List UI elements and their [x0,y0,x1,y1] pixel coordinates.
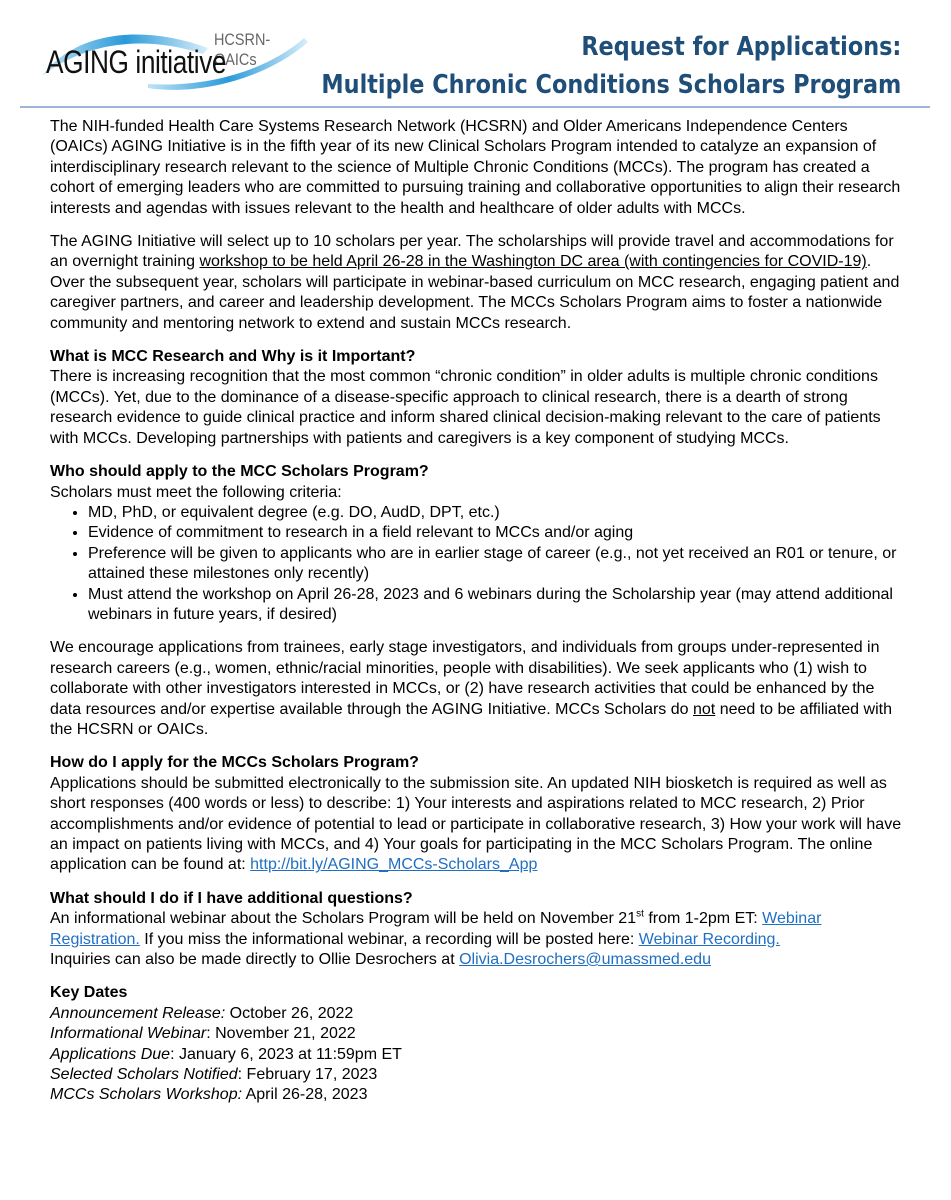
key-date-item [50,1024,906,1044]
heading-what-is-mcc: What is MCC Research and Why is it Important? [50,348,416,366]
heading-who-should-apply: Who should apply to the MCC Scholars Program? [50,463,429,481]
email-link[interactable]: Olivia.Desrochers@umassmed.edu [459,951,711,969]
heading-key-dates: Key Dates [50,984,128,1002]
application-link[interactable]: http://bit.ly/AGING_MCCs-Scholars_App [250,856,538,874]
text: If you miss the informational webinar, a recording will be posted here: [139,930,639,948]
page-title [321,28,901,104]
key-date-item [50,1045,906,1065]
text: We encourage applications from trainees, early stage investigators, and individuals from groups under-represented in research careers (e.g., women, ethnic/racial minorities, people with disabilities). We seek applicants who (1) wish to collaborate with other investigators interested in MCCs, or (2) have research activities that could be enhanced by the data resources and/or expertise available through the AGING Initiative. MCCs Scholars do [50,639,880,718]
text: An informational webinar about the Scholars Program will be held on November 21 [50,910,637,928]
encourage-paragraph [50,638,906,740]
key-dates-list [50,1004,906,1106]
superscript: st [636,908,644,920]
heading-questions: What should I do if I have additional questions? [50,889,413,907]
date-value: : November 21, 2022 [206,1025,356,1043]
list-item: • MD, PhD, or equivalent degree (e.g. DO, AudD, DPT, etc.) [88,503,906,523]
text: . Over the subsequent year, scholars will participate in webinar-based curriculum on MCC research, engaging patient and caregiver partners, and career and leadership development. The MCCs Scholars Program aims to foster a nationwide community and mentoring network to extend and sustain MCCs research. [50,253,900,332]
list-item: • Evidence of commitment to research in a field relevant to MCCs and/or aging [88,523,906,543]
text: Applications should be submitted electronically to the submission site. An updated NIH biosketch is required as well as short responses (400 words or less) to describe: 1) Your interests and aspirations related to MCC research, 2) Prior accomplishments and/or evidence of potential to lead or participate in collaborative research, 3) How your work will have an impact on patients living with MCCs, and 4) Your goals for participating in the MCC Scholars Program. The online application can be found at: [50,774,902,874]
how-to-apply-body [50,774,906,876]
text: Inquiries can also be made directly to Ollie Desrochers at [50,951,460,969]
date-value: : February 17, 2023 [237,1066,378,1084]
date-label: Applications Due [50,1045,171,1063]
date-label: Informational Webinar [50,1025,207,1043]
key-date-item [50,1085,906,1105]
webinar-registration-link[interactable]: Webinar Registration. [50,910,822,948]
date-value: April 26-28, 2023 [242,1086,368,1104]
header-divider [20,106,930,108]
date-value: : January 6, 2023 at 11:59pm ET [170,1045,402,1063]
date-value: October 26, 2022 [225,1004,354,1022]
criteria-list [50,503,906,625]
aging-initiative-logo [38,18,318,98]
document-body [50,117,906,1106]
key-date-item [50,1065,906,1085]
date-label: MCCs Scholars Workshop: [50,1086,243,1104]
text: need to be affiliated with the HCSRN or OAICs. [50,700,892,738]
workshop-underlined: workshop to be held April 26-28 in the Washington DC area (with contingencies for COVID-19) [199,253,867,271]
heading-how-to-apply: How do I apply for the MCCs Scholars Program? [50,754,419,772]
text: from 1-2pm ET: [643,910,763,928]
title-line-1: Request for Applications: [580,32,901,62]
list-item: • Preference will be given to applicants who are in earlier stage of career (e.g., not yet received an R01 or tenure, or attained these milestones only recently) [88,544,906,585]
intro-paragraph-1: The NIH-funded Health Care Systems Research Network (HCSRN) and Older Americans Independence Centers (OAICs) AGING Initiative is in the fifth year of its new Clinical Scholars Program intended to catalyze an expansion of interdisciplinary research relevant to the science of Multiple Chronic Conditions (MCCs). The program has created a cohort of emerging leaders who are committed to pursuing training and collaborative opportunities to align their research interests and agendas with issues relevant to the health and healthcare of older adults with MCCs. [50,118,901,217]
intro-paragraph-2 [50,232,906,334]
logo-main-text: AGING initiative [46,44,227,80]
date-label: Announcement Release: [50,1004,226,1022]
not-underlined: not [693,700,716,718]
date-label: Selected Scholars Notified [50,1066,238,1084]
what-is-mcc-body: There is increasing recognition that the most common “chronic condition” in older adults is multiple chronic conditions (MCCs). Yet, due to the dominance of a disease-specific approach to clinical research, there is a dearth of strong research evidence to guide clinical practice and inform shared clinical decision-making relevant to the care of patients with MCCs. Developing partnerships with patients and caregivers is a key component of studying MCCs. [50,368,881,447]
webinar-recording-link[interactable]: Webinar Recording. [638,930,780,948]
logo-subtitle: HCSRN-OAICs [214,30,271,69]
key-date-item [50,1004,906,1024]
list-item: • Must attend the workshop on April 26-28, 2023 and 6 webinars during the Scholarship year (may attend additional webinars in future years, if desired) [88,585,906,626]
title-line-2: Multiple Chronic Conditions Scholars Program [321,70,901,100]
text: The AGING Initiative will select up to 10 scholars per year. The scholarships will provide travel and accommodations for an overnight training [50,233,894,271]
questions-body [50,909,906,970]
criteria-lead: Scholars must meet the following criteria: [50,483,342,501]
